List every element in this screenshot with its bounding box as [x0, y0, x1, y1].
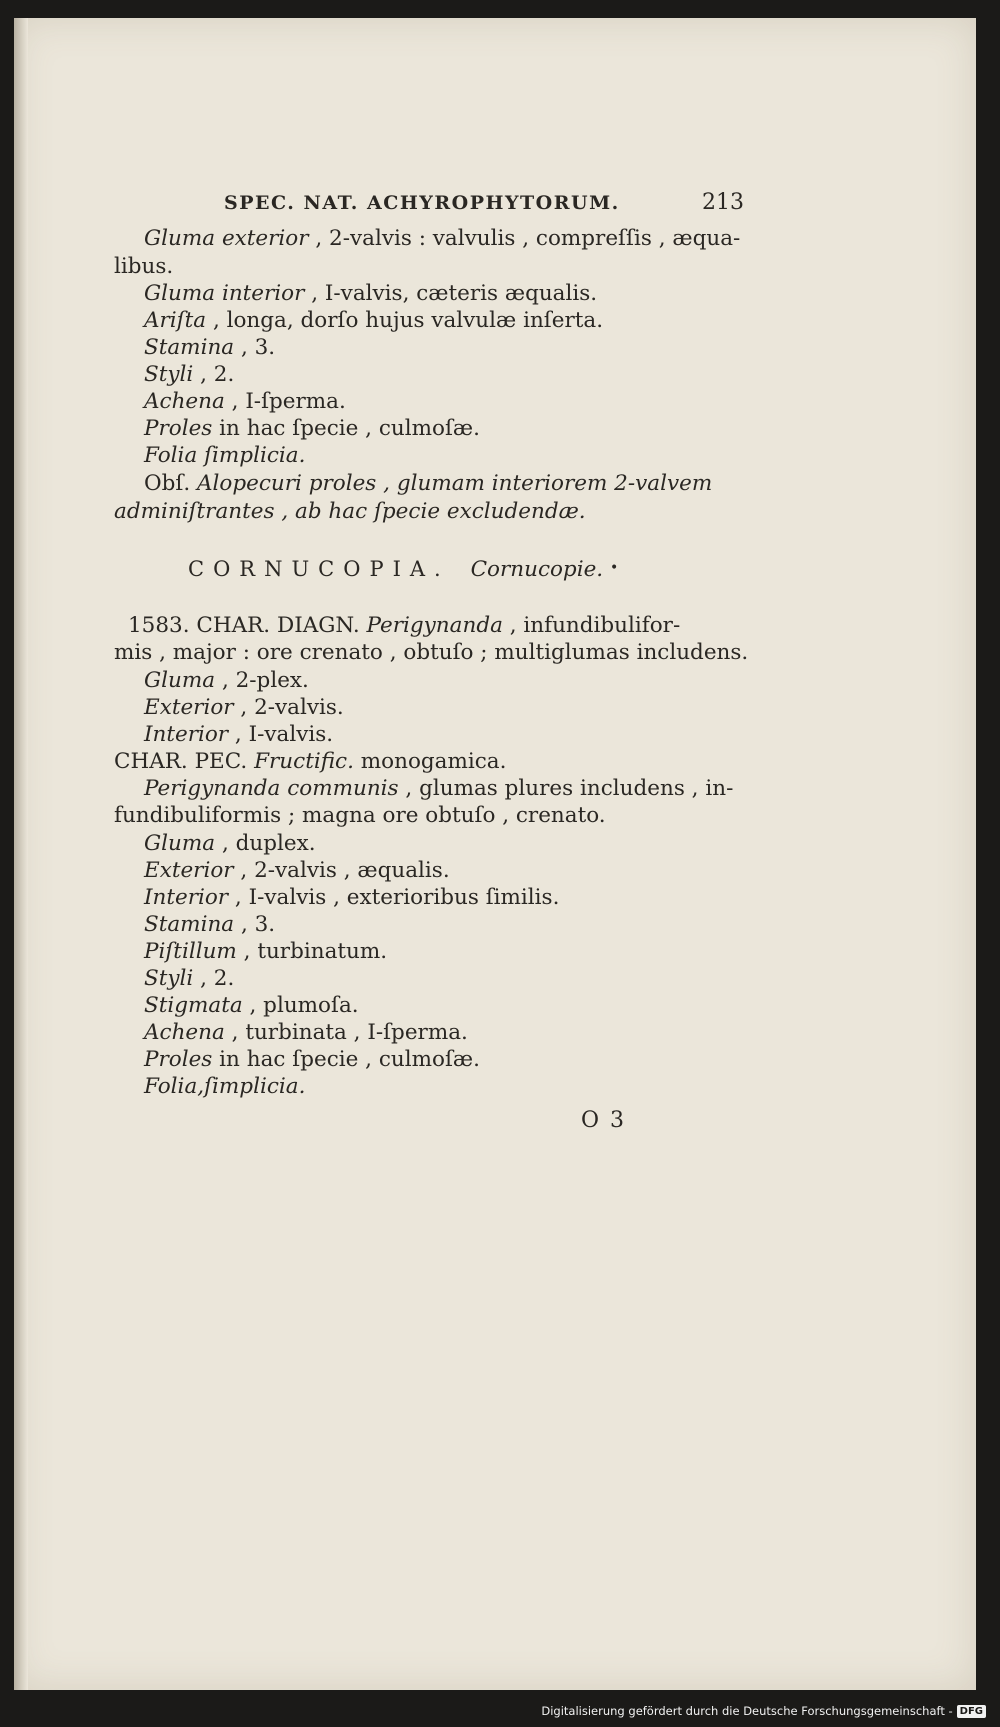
section-subtitle: Cornucopie.	[470, 557, 604, 582]
text-line: Exterior , 2-valvis , æqualis.	[144, 858, 450, 883]
text-line: mis , major : ore crenato , obtuſo ; multiglumas includens.	[114, 640, 749, 665]
footer-text: Digitalisierung gefördert durch die Deutsche Forschungsgemeinschaft -	[541, 1704, 953, 1718]
text-line: Achena , turbinata , I-ſperma.	[144, 1020, 468, 1045]
text-line: Stamina , 3.	[144, 335, 276, 360]
text-line: Gluma , duplex.	[144, 831, 316, 856]
text-line: Styli , 2.	[144, 966, 235, 991]
running-title: SPEC. NAT. ACHYROPHYTORUM.	[224, 192, 620, 214]
text-line: Folia ſimplicia.	[144, 443, 306, 468]
text-line: Stigmata , plumoſa.	[144, 993, 359, 1018]
text-line: Interior , I-valvis , exterioribus ſimilis.	[144, 885, 560, 910]
section-title: CORNUCOPIA.	[188, 557, 450, 581]
text-line: CHAR. PEC. Fructific. monogamica.	[114, 749, 507, 774]
text-line: Proles in hac ſpecie , culmoſæ.	[144, 1047, 480, 1072]
book-page	[14, 18, 976, 1690]
text-line: adminiſtrantes , ab hac ſpecie excludendæ.	[114, 499, 586, 524]
digitization-footer	[541, 1700, 986, 1722]
text-line: Gluma interior , I-valvis, cæteris æqualis.	[144, 281, 598, 306]
signature-mark: O 3	[581, 1108, 627, 1133]
text-line: Interior , I-valvis.	[144, 722, 334, 747]
text-line: libus.	[114, 254, 174, 279]
text-line: Obſ. Alopecuri proles , glumam interiorem 2-valvem	[144, 471, 713, 496]
text-line: Styli , 2.	[144, 362, 235, 387]
text-line: fundibuliformis ; magna ore obtuſo , crenato.	[114, 803, 606, 828]
text-line: Perigynanda communis , glumas plures includens , in-	[144, 776, 734, 801]
text-line: Piſtillum , turbinatum.	[144, 939, 388, 964]
section-marker: •	[609, 560, 619, 576]
text-line: 1583. CHAR. DIAGN. Perigynanda , infundibulifor-	[128, 613, 681, 638]
section-heading	[188, 559, 618, 581]
text-line: Proles in hac ſpecie , culmoſæ.	[144, 416, 480, 441]
text-line: Gluma , 2-plex.	[144, 668, 309, 693]
text-line: Gluma exterior , 2-valvis : valvulis , compreſſis , æqua-	[144, 226, 741, 251]
dfg-logo: DFG	[957, 1705, 986, 1718]
text-line: Stamina , 3.	[144, 912, 276, 937]
text-line: Folia,ſimplicia.	[144, 1074, 306, 1099]
text-line: Exterior , 2-valvis.	[144, 695, 344, 720]
page-number: 213	[702, 190, 744, 215]
text-line: Achena , I-ſperma.	[144, 389, 346, 414]
text-line: Ariſta , longa, dorſo hujus valvulæ inſerta.	[144, 308, 604, 333]
